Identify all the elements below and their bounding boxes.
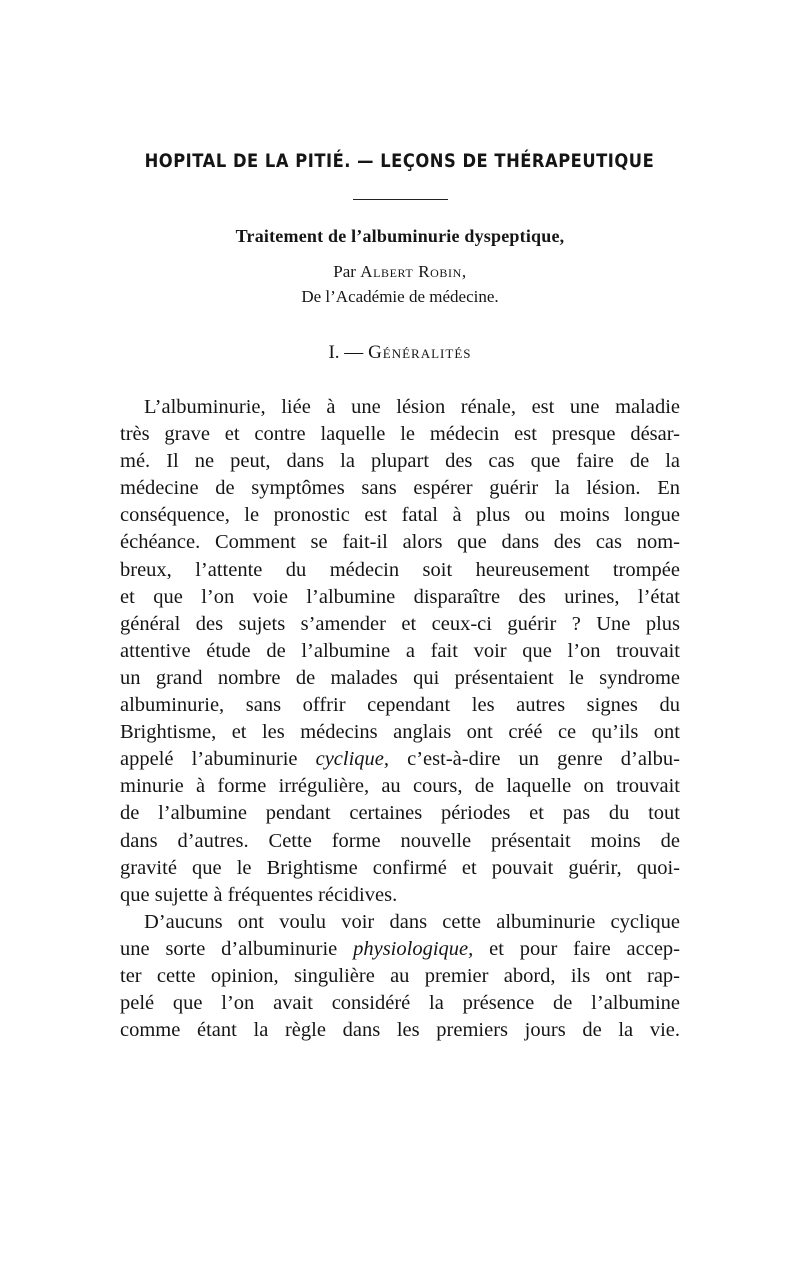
- text-line: L’albuminurie, liée à une lésion rénale, est une maladie: [144, 396, 680, 418]
- author-prefix: Par: [333, 262, 356, 281]
- running-head: HOPITAL DE LA PITIÉ. — LEÇONS DE THÉRAPEUTIQUE: [144, 150, 655, 172]
- section-heading: [0, 342, 800, 364]
- text-run: une sorte d’albuminurie: [120, 937, 338, 960]
- text-line: général des sujets s’amender et ceux-ci guérir ? Une plus: [120, 612, 680, 635]
- text-line: mé. Il ne peut, dans la plupart des cas que faire de la: [120, 450, 680, 473]
- text-line: médecine de symptômes sans espérer guérir la lésion. En: [120, 477, 680, 500]
- text-line: attentive étude de l’albumine a fait voir que l’on trouvait: [120, 639, 680, 662]
- author-line: [0, 262, 800, 282]
- text-run: et pour faire accep-: [489, 937, 681, 960]
- text-line: D’aucuns ont voulu voir dans cette albuminurie cyclique: [144, 910, 680, 933]
- text-line: échéance. Comment se fait-il alors que dans des cas nom-: [120, 531, 680, 554]
- section-title: Généralités: [368, 342, 472, 363]
- text-line: conséquence, le pronostic est fatal à plus ou moins longue: [120, 504, 680, 527]
- text-run: appelé l’abuminurie: [120, 748, 298, 771]
- author-name: Albert Robin,: [360, 262, 467, 281]
- author-affiliation: De l’Académie de médecine.: [301, 287, 499, 306]
- text-line: breux, l’attente du médecin soit heureusement trompée: [120, 558, 680, 581]
- section-number: I. —: [328, 342, 364, 363]
- text-line: ter cette opinion, singulière au premier abord, ils ont rap-: [120, 964, 680, 987]
- text-line: pelé que l’on avait considéré la présence de l’albumine: [120, 992, 680, 1015]
- text-line-mixed: [120, 936, 680, 963]
- article-title: Traitement de l’albuminurie dyspeptique,: [235, 226, 565, 246]
- text-line: Brightisme, et les médecins anglais ont créé ce qu’ils ont: [120, 721, 680, 744]
- text-line: albuminurie, sans offrir cependant les autres signes du: [120, 694, 680, 717]
- header-rule: [353, 199, 448, 200]
- text-line: très grave et contre laquelle le médecin est presque désar-: [120, 423, 680, 446]
- text-line-mixed: [120, 746, 680, 773]
- text-line: de l’albumine pendant certaines périodes et pas du tout: [120, 802, 680, 825]
- body-text: [120, 394, 680, 1044]
- italic-term: cyclique,: [315, 748, 390, 771]
- text-line: dans d’autres. Cette forme nouvelle présentait moins de: [120, 829, 680, 852]
- text-line: gravité que le Brightisme confirmé et pouvait guérir, quoi-: [120, 856, 680, 879]
- italic-term: physiologique,: [353, 937, 474, 960]
- text-run: c’est-à-dire un genre d’albu-: [407, 748, 680, 771]
- text-line: que sujette à fréquentes récidives.: [120, 883, 398, 906]
- text-line: et que l’on voie l’albumine disparaître des urines, l’état: [120, 585, 680, 608]
- text-line: minurie à forme irrégulière, au cours, de laquelle on trouvait: [120, 775, 680, 798]
- text-line: un grand nombre de malades qui présentaient le syndrome: [120, 666, 680, 689]
- text-line: comme étant la règle dans les premiers jours de la vie.: [120, 1019, 680, 1042]
